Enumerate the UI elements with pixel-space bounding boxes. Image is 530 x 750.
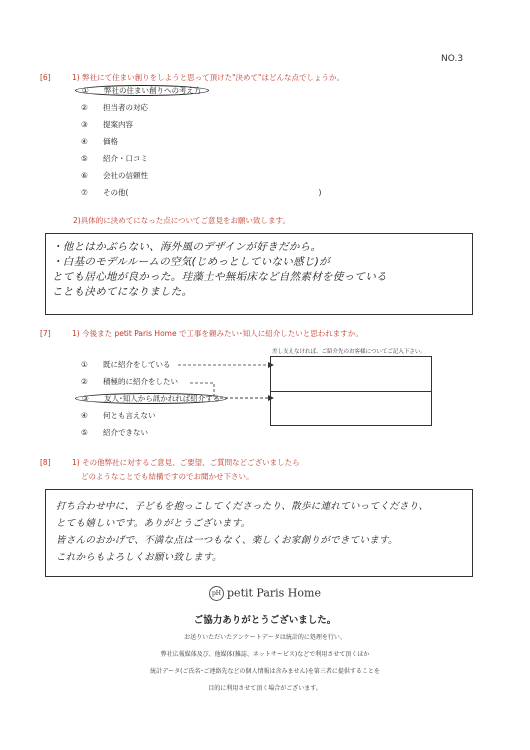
q7-box-header: 差し支えなければ、ご紹介先のお客様についてご記入下さい。 bbox=[272, 349, 426, 355]
q6-option-label: 弊社の住まい創りへの考え方 bbox=[104, 86, 202, 95]
q8-question-line1: 1) その他弊社に対するご意見、ご要望、ご質問などございましたら bbox=[72, 458, 300, 467]
q6-answer-line: ことも決めてになりました。 bbox=[52, 286, 193, 298]
page-number: NO.3 bbox=[441, 54, 464, 64]
q7-tag: [7] bbox=[40, 329, 51, 338]
footer-note: 統計データ(ご氏名･ご連絡先などの個人情報は含みません)を第三者に提供することを bbox=[150, 668, 380, 675]
q6-answer-line: ・白基のモデルルームの空気(じめっとしていない感じ)が bbox=[52, 256, 330, 268]
q6-option-label: 提案内容 bbox=[103, 120, 133, 129]
q7-option-3[interactable]: ③ 友人･知人から訊かれれば紹介する bbox=[81, 392, 227, 406]
arrowhead-icon bbox=[268, 395, 274, 401]
footer-notes bbox=[0, 632, 530, 700]
q6-tag: [6] bbox=[40, 73, 51, 82]
q6-option-4[interactable]: ④ 価格 bbox=[81, 137, 118, 146]
q6-option-1[interactable]: ① 弊社の住まい創りへの考え方 bbox=[81, 84, 321, 98]
q6-sub-question: 2)具体的に決めてになった点についてご意見をお願い致します。 bbox=[73, 216, 290, 225]
q6-answer-line: ・他とはかぶらない、海外風のデザインが好きだから。 bbox=[52, 241, 322, 253]
q6-option-label: 担当者の対応 bbox=[103, 103, 148, 112]
q8-question-line2: どのようなことでも結構ですのでお聞かせ下さい。 bbox=[81, 472, 254, 481]
q6-answer-line: とても居心地が良かった。珪藻土や無垢床など自然素材を使っている bbox=[52, 271, 387, 283]
q8-answer-line: とても嬉しいです。ありがとうございます。 bbox=[56, 518, 251, 529]
q7-option-label: 友人･知人から訊かれれば紹介する bbox=[104, 394, 221, 403]
q6-option-6[interactable]: ⑥ 会社の信頼性 bbox=[81, 171, 148, 180]
q6-option-label: その他( bbox=[103, 188, 129, 197]
footer-note: 弊社広報媒体及び、他媒体(雑誌、ネットサービス)などで利用させて頂くほか bbox=[160, 651, 370, 658]
q8-tag: [8] bbox=[40, 458, 51, 467]
q6-option-label: 紹介・口コミ bbox=[103, 154, 148, 163]
q6-option-5[interactable]: ⑤ 紹介・口コミ bbox=[81, 154, 148, 163]
q7-option-2[interactable]: ② 積極的に紹介をしたい bbox=[81, 377, 178, 386]
footer-note: 目的に利用させて頂く場合がございます。 bbox=[208, 685, 322, 692]
company-logo bbox=[0, 586, 530, 601]
q7-question: 1) 今後また petit Paris Home で工事を頼みたい･知人に紹介したいと思われますか。 bbox=[72, 329, 363, 338]
q7-option-5[interactable]: ⑤ 紹介できない bbox=[81, 428, 148, 437]
q7-option-label: 紹介できない bbox=[103, 428, 148, 437]
q6-option-label: 会社の信頼性 bbox=[103, 171, 148, 180]
arrowhead-icon bbox=[268, 362, 274, 368]
q6-option-2[interactable]: ② 担当者の対応 bbox=[81, 103, 148, 112]
logo-text: petit Paris Home bbox=[227, 586, 321, 600]
q6-option-3[interactable]: ③ 提案内容 bbox=[81, 120, 133, 129]
q7-option-1[interactable]: ① 既に紹介をしている bbox=[81, 360, 171, 369]
q8-answer-box[interactable] bbox=[45, 489, 473, 577]
q7-option-label: 何とも言えない bbox=[103, 411, 156, 420]
footer-note: お送りいただいたアンケートデータは統計的に処理を行い、 bbox=[184, 634, 346, 641]
q8-answer-line: 打ち合わせ中に、子どもを抱っこしてくださったり、散歩に連れていってくださり、 bbox=[56, 501, 429, 512]
arrow-line bbox=[190, 383, 268, 398]
q8-heading bbox=[40, 457, 300, 468]
q7-option-label: 積極的に紹介をしたい bbox=[103, 377, 178, 386]
q6-option-label: 価格 bbox=[103, 137, 118, 146]
q7-option-4[interactable]: ④ 何とも言えない bbox=[81, 411, 156, 420]
q8-answer-line: 皆さんのおかげで、不満な点は一つもなく、楽しくお家創りができています。 bbox=[56, 535, 398, 546]
thanks-message: ご協力ありがとうございました。 bbox=[193, 615, 337, 626]
q6-option-7[interactable]: ⑦ その他( ) bbox=[81, 188, 322, 197]
logo-mark-icon: pH bbox=[209, 586, 224, 601]
q7-option-label: 既に紹介をしている bbox=[103, 360, 171, 369]
q6-other-close: ) bbox=[318, 188, 322, 197]
q8-answer-line: これからもよろしくお願い致します。 bbox=[56, 552, 222, 563]
q6-question: 1) 弊社にて住まい創りをしようと思って頂けた"決めて"はどんな点でしょうか。 bbox=[72, 73, 344, 82]
